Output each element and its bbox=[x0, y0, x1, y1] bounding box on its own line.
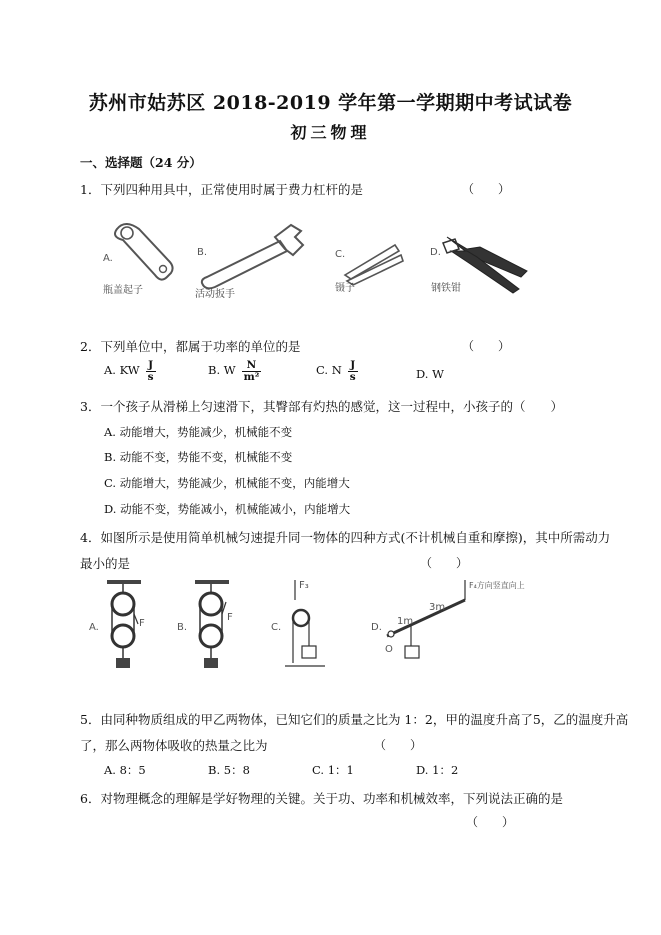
q4-b-force-label: F bbox=[227, 612, 233, 623]
exam-subtitle: 初三物理 bbox=[290, 123, 371, 142]
q3-option-d: D. 动能不变，势能减小，机械能减小，内能增大 bbox=[104, 502, 351, 516]
q1-image-b-letter: B. bbox=[197, 247, 208, 258]
q1-image-c-letter: C. bbox=[335, 249, 346, 260]
pulley-system-b bbox=[177, 580, 233, 668]
q1-image-d-caption: 钢铁钳 bbox=[431, 283, 461, 294]
q5-option-c: C. 1：1 bbox=[312, 763, 354, 777]
q5-answer-paren: （ ） bbox=[374, 738, 423, 752]
q4-stem-line2: 最小的是 bbox=[80, 556, 131, 571]
q2-option-a: A. KW $\frac{J}{s}$ bbox=[104, 359, 154, 383]
q6-stem: 6．对物理概念的理解是学好物理的关键。关于功、功率和机械效率，下列说法正确的是 bbox=[80, 791, 563, 806]
q1-image-b-caption: 活动扳手 bbox=[195, 289, 235, 300]
q4-figure-d-letter: D. bbox=[371, 622, 382, 633]
exam-title: 苏州市姑苏区 2018-2019 学年第一学期期中考试试卷 bbox=[88, 92, 573, 114]
q6-answer-paren: （ ） bbox=[466, 815, 515, 829]
pliers-image bbox=[430, 237, 527, 294]
q2-option-b: B. W $\frac{N}{\text{m²}}$ bbox=[208, 359, 260, 383]
q4-pivot-label: O bbox=[385, 644, 393, 655]
q4-answer-paren: （ ） bbox=[420, 556, 469, 570]
q4-figure-b-letter: B. bbox=[177, 622, 188, 633]
section-heading: 一、选择题（24 分） bbox=[80, 155, 202, 170]
lever-system-d bbox=[371, 580, 525, 658]
q4-figure-a-letter: A. bbox=[89, 622, 99, 633]
q4-dist-3m: 3m bbox=[429, 602, 446, 613]
q1-image-a-letter: A. bbox=[103, 253, 113, 264]
q2-stem: 2．下列单位中，都属于功率的单位的是 bbox=[80, 339, 301, 354]
pulley-system-c bbox=[271, 580, 325, 666]
q3-stem: 3．一个孩子从滑梯上匀速滑下，其臀部有灼热的感觉，这一过程中，小孩子的（ ） bbox=[80, 399, 563, 414]
q1-answer-paren: （ ） bbox=[462, 182, 511, 196]
q5-option-b: B. 5：8 bbox=[208, 763, 250, 777]
q2-answer-paren: （ ） bbox=[462, 339, 511, 353]
pulley-system-a bbox=[89, 580, 145, 668]
q2-option-c: C. N $\frac{J}{s}$ bbox=[316, 359, 356, 383]
q5-stem-line1: 5．由同种物质组成的甲乙两物体，已知它们的质量之比为 1：2，甲的温度升高了5，乙的温度升高 bbox=[80, 712, 629, 727]
q4-dist-1m: 1m bbox=[397, 616, 414, 627]
q4-pulley-figure bbox=[85, 578, 525, 678]
tweezers-image bbox=[335, 245, 403, 294]
q1-stem: 1．下列四种用具中，正常使用时属于费力杠杆的是 bbox=[80, 182, 363, 197]
q4-stem-line1: 4．如图所示是使用简单机械匀速提升同一物体的四种方式(不计机械自重和摩擦)，其中所需动力 bbox=[80, 530, 611, 545]
q1-image-c-caption: 镊子 bbox=[335, 283, 355, 294]
q5-option-d: D. 1：2 bbox=[416, 763, 459, 777]
q4-f4-direction-note: F₄方向竖直向上 bbox=[469, 581, 525, 590]
q3-option-b: B. 动能不变，势能不变，机械能不变 bbox=[104, 450, 293, 464]
q1-image-d-letter: D. bbox=[430, 247, 441, 258]
q3-option-a: A. 动能增大，势能减少，机械能不变 bbox=[104, 425, 293, 439]
q4-a-force-label: F bbox=[139, 618, 145, 629]
q4-figure-c-letter: C. bbox=[271, 622, 282, 633]
q5-option-a: A. 8：5 bbox=[104, 763, 146, 777]
q4-c-force-label: F₃ bbox=[299, 580, 309, 591]
q2-option-d: D. W bbox=[416, 367, 444, 381]
q3-option-c: C. 动能增大，势能减少，机械能不变，内能增大 bbox=[104, 476, 350, 490]
q5-stem-line2: 了，那么两物体吸收的热量之比为 bbox=[80, 738, 268, 753]
q1-tools-figure bbox=[95, 215, 535, 305]
adjustable-wrench-image bbox=[195, 225, 303, 300]
q1-image-a-caption: 瓶盖起子 bbox=[103, 285, 143, 296]
bottle-opener-image bbox=[103, 224, 173, 296]
